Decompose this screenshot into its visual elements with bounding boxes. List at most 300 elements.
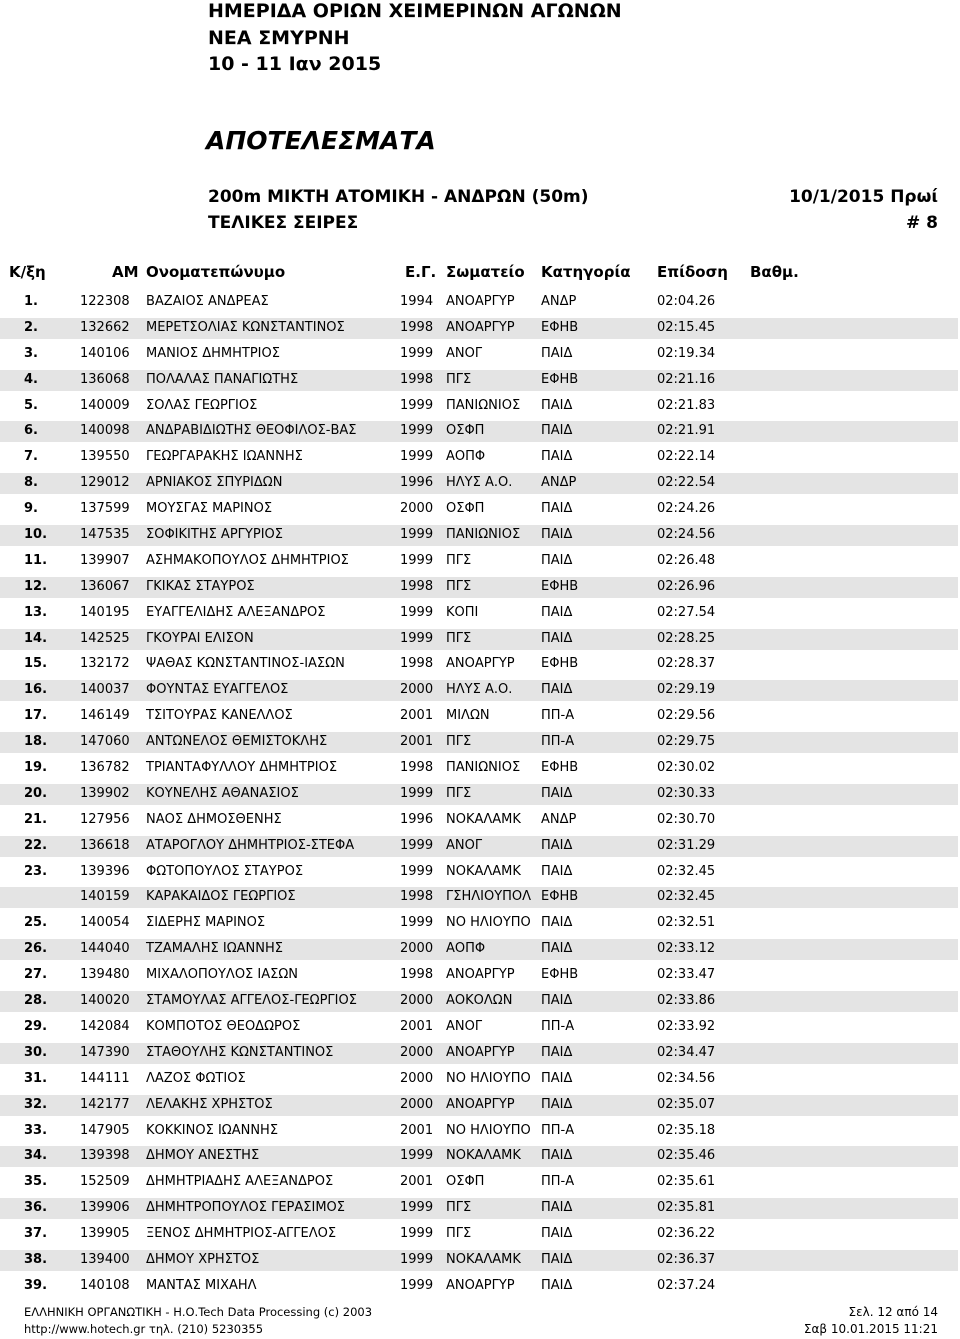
table-row xyxy=(0,1196,960,1222)
table-row xyxy=(0,1274,960,1300)
rank-cell: 37. xyxy=(24,1226,48,1242)
am-cell: 139550 xyxy=(80,449,130,465)
yob-cell: 1999 xyxy=(400,630,434,646)
name-cell: ΔΗΜΗΤΡΟΠΟΥΛΟΣ ΓΕΡΑΣΙΜΟΣ xyxy=(146,1200,345,1216)
name-cell: ΑΝΔΡΑΒΙΔΙΩΤΗΣ ΘΕΟΦΙΛΟΣ-ΒΑΣ xyxy=(146,423,357,439)
time-cell: 02:28.37 xyxy=(657,656,716,672)
time-cell: 02:30.02 xyxy=(657,760,716,776)
table-row xyxy=(0,1041,960,1067)
club-cell: ΠΑΝΙΩΝΙΟΣ xyxy=(446,527,521,543)
name-cell: ΛΑΖΟΣ ΦΩΤΙΟΣ xyxy=(146,1070,246,1086)
category-cell: ΕΦΗΒ xyxy=(541,578,579,594)
name-cell: ΦΟΥΝΤΑΣ ΕΥΑΓΓΕΛΟΣ xyxy=(146,682,289,698)
club-cell: ΑΟΚΟΛΩΝ xyxy=(446,993,513,1009)
name-cell: ΝΑΟΣ ΔΗΜΟΣΘΕΝΗΣ xyxy=(146,811,282,827)
yob-cell: 1994 xyxy=(400,294,434,309)
am-cell: 136068 xyxy=(80,371,130,387)
category-cell: ΠΑΙΔ xyxy=(541,345,573,361)
time-cell: 02:35.07 xyxy=(657,1096,716,1112)
table-row xyxy=(0,885,960,911)
club-cell: ΠΓΣ xyxy=(446,630,472,646)
club-cell: ΓΣΗΛΙΟΥΠΟΛ xyxy=(446,889,532,905)
time-cell: 02:31.29 xyxy=(657,837,716,853)
am-cell: 139400 xyxy=(80,1251,130,1267)
time-cell: 02:29.19 xyxy=(657,682,716,698)
club-cell: ΗΛΥΣ Α.Ο. xyxy=(446,475,513,491)
category-cell: ΕΦΗΒ xyxy=(541,967,579,983)
club-cell: ΑΝΟΑΡΓΥΡ xyxy=(446,1044,515,1060)
name-cell: ΓΚΟΥΡΑΙ ΕΛΙΣΟΝ xyxy=(146,630,254,646)
name-cell: ΚΟΜΠΟΤΟΣ ΘΕΟΔΩΡΟΣ xyxy=(146,1018,301,1034)
table-row xyxy=(0,1067,960,1093)
name-cell: ΣΤΑΜΟΥΛΑΣ ΑΓΓΕΛΟΣ-ΓΕΩΡΓΙΟΣ xyxy=(146,993,357,1009)
club-cell: ΗΛΥΣ Α.Ο. xyxy=(446,682,513,698)
category-cell: ΠΑΙΔ xyxy=(541,527,573,543)
rank-cell: 3. xyxy=(24,345,38,361)
am-cell: 147535 xyxy=(80,527,130,543)
time-cell: 02:37.24 xyxy=(657,1277,716,1293)
am-cell: 136782 xyxy=(80,760,130,776)
club-cell: ΝΟ ΗΛΙΟΥΠΟ xyxy=(446,1122,531,1138)
am-cell: 140054 xyxy=(80,915,130,931)
rank-cell: 35. xyxy=(24,1174,48,1190)
am-cell: 152509 xyxy=(80,1174,130,1190)
table-row xyxy=(0,911,960,937)
name-cell: ΣΟΛΑΣ ΓΕΩΡΓΙΟΣ xyxy=(146,397,258,413)
name-cell: ΑΝΤΩΝΕΛΟΣ ΘΕΜΙΣΤΟΚΛΗΣ xyxy=(146,734,328,750)
heat-number: # 8 xyxy=(906,213,938,233)
rank-cell: 1. xyxy=(24,294,38,309)
time-cell: 02:33.86 xyxy=(657,993,716,1009)
am-cell: 122308 xyxy=(80,294,130,309)
am-cell: 139906 xyxy=(80,1200,130,1216)
club-cell: ΑΟΠΦ xyxy=(446,941,486,957)
club-cell: ΑΟΠΦ xyxy=(446,449,486,465)
time-cell: 02:26.96 xyxy=(657,578,716,594)
name-cell: ΜΙΧΑΛΟΠΟΥΛΟΣ ΙΑΣΩΝ xyxy=(146,967,298,983)
col-header-yob: Ε.Γ. xyxy=(405,263,437,281)
name-cell: ΤΖΑΜΑΛΗΣ ΙΩΑΝΝΗΣ xyxy=(146,941,283,957)
category-cell: ΠΑΙΔ xyxy=(541,449,573,465)
am-cell: 140098 xyxy=(80,423,130,439)
name-cell: ΠΟΛΑΛΑΣ ΠΑΝΑΓΙΩΤΗΣ xyxy=(146,371,299,387)
club-cell: ΠΓΣ xyxy=(446,1226,472,1242)
am-cell: 139902 xyxy=(80,785,130,801)
rank-cell: 14. xyxy=(24,630,48,646)
yob-cell: 2000 xyxy=(400,1044,434,1060)
meet-location: ΝΕΑ ΣΜΥΡΝΗ xyxy=(208,27,350,49)
yob-cell: 1999 xyxy=(400,397,434,413)
table-row xyxy=(0,963,960,989)
time-cell: 02:34.47 xyxy=(657,1044,716,1060)
col-header-category: Κατηγορία xyxy=(541,263,631,281)
name-cell: ΕΥΑΓΓΕΛΙΔΗΣ ΑΛΕΞΑΝΔΡΟΣ xyxy=(146,604,326,620)
yob-cell: 1998 xyxy=(400,656,434,672)
am-cell: 129012 xyxy=(80,475,130,491)
rank-cell: 26. xyxy=(24,941,48,957)
table-row xyxy=(0,445,960,471)
yob-cell: 1999 xyxy=(400,1226,434,1242)
category-cell: ΠΑΙΔ xyxy=(541,1200,573,1216)
time-cell: 02:15.45 xyxy=(657,319,716,335)
category-cell: ΠΠ-Α xyxy=(541,1018,575,1034)
category-cell: ΠΑΙΔ xyxy=(541,1096,573,1112)
club-cell: ΑΝΟΑΡΓΥΡ xyxy=(446,656,515,672)
name-cell: ΦΩΤΟΠΟΥΛΟΣ ΣΤΑΥΡΟΣ xyxy=(146,863,304,879)
time-cell: 02:30.33 xyxy=(657,785,716,801)
am-cell: 144111 xyxy=(80,1070,130,1086)
yob-cell: 1999 xyxy=(400,1200,434,1216)
am-cell: 140108 xyxy=(80,1277,130,1293)
name-cell: ΜΑΝΙΟΣ ΔΗΜΗΤΡΙΟΣ xyxy=(146,345,280,361)
club-cell: ΑΝΟΑΡΓΥΡ xyxy=(446,1277,515,1293)
table-row xyxy=(0,1248,960,1274)
category-cell: ΕΦΗΒ xyxy=(541,760,579,776)
col-header-am: ΑΜ xyxy=(112,263,139,281)
table-row xyxy=(0,782,960,808)
table-row xyxy=(0,1015,960,1041)
category-cell: ΠΑΙΔ xyxy=(541,397,573,413)
category-cell: ΕΦΗΒ xyxy=(541,656,579,672)
yob-cell: 1999 xyxy=(400,345,434,361)
club-cell: ΠΓΣ xyxy=(446,552,472,568)
table-row xyxy=(0,1170,960,1196)
am-cell: 127956 xyxy=(80,811,130,827)
time-cell: 02:28.25 xyxy=(657,630,716,646)
rank-cell: 22. xyxy=(24,837,48,853)
yob-cell: 1998 xyxy=(400,578,434,594)
rank-cell: 27. xyxy=(24,967,48,983)
yob-cell: 1999 xyxy=(400,604,434,620)
category-cell: ΠΑΙΔ xyxy=(541,682,573,698)
category-cell: ΑΝΔΡ xyxy=(541,811,577,827)
footer-print-date: Σαβ 10.01.2015 11:21 xyxy=(803,1322,938,1336)
rank-cell: 21. xyxy=(24,811,48,827)
club-cell: ΠΓΣ xyxy=(446,785,472,801)
time-cell: 02:32.45 xyxy=(657,863,716,879)
time-cell: 02:33.92 xyxy=(657,1018,716,1034)
am-cell: 147060 xyxy=(80,734,130,750)
time-cell: 02:34.56 xyxy=(657,1070,716,1086)
table-row xyxy=(0,1119,960,1145)
am-cell: 140020 xyxy=(80,993,130,1009)
yob-cell: 1999 xyxy=(400,863,434,879)
rank-cell: 7. xyxy=(24,449,38,465)
club-cell: ΠΓΣ xyxy=(446,371,472,387)
name-cell: ΚΟΚΚΙΝΟΣ ΙΩΑΝΝΗΣ xyxy=(146,1122,279,1138)
club-cell: ΠΑΝΙΩΝΙΟΣ xyxy=(446,397,521,413)
rank-cell: 10. xyxy=(24,527,48,543)
am-cell: 144040 xyxy=(80,941,130,957)
table-row xyxy=(0,523,960,549)
row-shade xyxy=(0,784,958,805)
category-cell: ΠΠ-Α xyxy=(541,1174,575,1190)
name-cell: ΚΑΡΑΚΑΙΔΟΣ ΓΕΩΡΓΙΟΣ xyxy=(146,889,296,905)
rank-cell: 23. xyxy=(24,863,48,879)
yob-cell: 1999 xyxy=(400,527,434,543)
am-cell: 132172 xyxy=(80,656,130,672)
name-cell: ΣΙΔΕΡΗΣ ΜΑΡΙΝΟΣ xyxy=(146,915,266,931)
yob-cell: 2000 xyxy=(400,501,434,517)
name-cell: ΣΟΦΙΚΙΤΗΣ ΑΡΓΥΡΙΟΣ xyxy=(146,527,283,543)
category-cell: ΠΑΙΔ xyxy=(541,501,573,517)
category-cell: ΠΑΙΔ xyxy=(541,1251,573,1267)
category-cell: ΠΠ-Α xyxy=(541,1122,575,1138)
table-row xyxy=(0,316,960,342)
time-cell: 02:35.81 xyxy=(657,1200,716,1216)
rank-cell: 4. xyxy=(24,371,38,387)
time-cell: 02:32.45 xyxy=(657,889,716,905)
name-cell: ΔΗΜΟΥ ΧΡΗΣΤΟΣ xyxy=(146,1251,260,1267)
club-cell: ΑΝΟΑΡΓΥΡ xyxy=(446,319,515,335)
yob-cell: 1999 xyxy=(400,915,434,931)
col-header-name: Ονοματεπώνυμο xyxy=(146,263,286,281)
rank-cell: 6. xyxy=(24,423,38,439)
club-cell: ΑΝΟΑΡΓΥΡ xyxy=(446,967,515,983)
rank-cell: 34. xyxy=(24,1148,48,1164)
event-date: 10/1/2015 Πρωί xyxy=(789,187,938,207)
yob-cell: 1996 xyxy=(400,475,434,491)
table-row xyxy=(0,394,960,420)
club-cell: ΑΝΟΓ xyxy=(446,1018,483,1034)
time-cell: 02:24.26 xyxy=(657,501,716,517)
rank-cell: 5. xyxy=(24,397,38,413)
category-cell: ΠΑΙΔ xyxy=(541,604,573,620)
yob-cell: 1999 xyxy=(400,1251,434,1267)
am-cell: 142525 xyxy=(80,630,130,646)
am-cell: 147390 xyxy=(80,1044,130,1060)
am-cell: 140037 xyxy=(80,682,130,698)
rank-cell: 15. xyxy=(24,656,48,672)
time-cell: 02:36.37 xyxy=(657,1251,716,1267)
rank-cell: 32. xyxy=(24,1096,48,1112)
am-cell: 140159 xyxy=(80,889,130,905)
category-cell: ΕΦΗΒ xyxy=(541,371,579,387)
footer-organization: ΕΛΛΗΝΙΚΗ ΟΡΓΑΝΩΤΙΚΗ - Η.Ο.Tech Data Processing (c) 2003 xyxy=(24,1305,373,1319)
rank-cell: 38. xyxy=(24,1251,48,1267)
club-cell: ΟΣΦΠ xyxy=(446,1174,485,1190)
category-cell: ΠΑΙΔ xyxy=(541,993,573,1009)
name-cell: ΛΕΛΑΚΗΣ ΧΡΗΣΤΟΣ xyxy=(146,1096,273,1112)
am-cell: 139398 xyxy=(80,1148,130,1164)
yob-cell: 1999 xyxy=(400,1148,434,1164)
am-cell: 136618 xyxy=(80,837,130,853)
category-cell: ΠΑΙΔ xyxy=(541,863,573,879)
event-name: 200m ΜΙΚΤΗ ΑΤΟΜΙΚΗ - ΑΝΔΡΩΝ (50m) xyxy=(208,187,589,207)
yob-cell: 2000 xyxy=(400,682,434,698)
time-cell: 02:33.47 xyxy=(657,967,716,983)
category-cell: ΠΑΙΔ xyxy=(541,1277,573,1293)
table-row xyxy=(0,989,960,1015)
name-cell: ΓΚΙΚΑΣ ΣΤΑΥΡΟΣ xyxy=(146,578,255,594)
table-row xyxy=(0,834,960,860)
name-cell: ΔΗΜΟΥ ΑΝΕΣΤΗΣ xyxy=(146,1148,260,1164)
am-cell: 140195 xyxy=(80,604,130,620)
name-cell: ΒΑΖΑΙΟΣ ΑΝΔΡΕΑΣ xyxy=(146,294,269,309)
yob-cell: 1999 xyxy=(400,1277,434,1293)
time-cell: 02:30.70 xyxy=(657,811,716,827)
time-cell: 02:32.51 xyxy=(657,915,716,931)
club-cell: ΑΝΟΑΡΓΥΡ xyxy=(446,1096,515,1112)
table-row xyxy=(0,497,960,523)
yob-cell: 1999 xyxy=(400,552,434,568)
yob-cell: 1998 xyxy=(400,760,434,776)
time-cell: 02:36.22 xyxy=(657,1226,716,1242)
rank-cell: 8. xyxy=(24,475,38,491)
category-cell: ΠΑΙΔ xyxy=(541,423,573,439)
name-cell: ΣΤΑΘΟΥΛΗΣ ΚΩΝΣΤΑΝΤΙΝΟΣ xyxy=(146,1044,334,1060)
table-row xyxy=(0,342,960,368)
time-cell: 02:21.91 xyxy=(657,423,716,439)
rank-cell: 19. xyxy=(24,760,48,776)
club-cell: ΚΟΠΙ xyxy=(446,604,479,620)
rank-cell: 20. xyxy=(24,785,48,801)
category-cell: ΠΑΙΔ xyxy=(541,1148,573,1164)
am-cell: 140009 xyxy=(80,397,130,413)
category-cell: ΠΑΙΔ xyxy=(541,552,573,568)
yob-cell: 2000 xyxy=(400,1070,434,1086)
table-row xyxy=(0,290,960,316)
category-cell: ΑΝΔΡ xyxy=(541,294,577,309)
table-row xyxy=(0,808,960,834)
category-cell: ΠΠ-Α xyxy=(541,734,575,750)
col-header-points: Βαθμ. xyxy=(750,263,799,281)
time-cell: 02:21.83 xyxy=(657,397,716,413)
rank-cell: 36. xyxy=(24,1200,48,1216)
name-cell: ΜΟΥΣΓΑΣ ΜΑΡΙΝΟΣ xyxy=(146,501,273,517)
table-row xyxy=(0,704,960,730)
am-cell: 142177 xyxy=(80,1096,130,1112)
club-cell: ΑΝΟΑΡΓΥΡ xyxy=(446,294,515,309)
table-row xyxy=(0,471,960,497)
time-cell: 02:22.14 xyxy=(657,449,716,465)
rank-cell: 25. xyxy=(24,915,48,931)
category-cell: ΠΑΙΔ xyxy=(541,1070,573,1086)
club-cell: ΝΟΚΑΛΑΜΚ xyxy=(446,1251,521,1267)
name-cell: ΑΡΝΙΑΚΟΣ ΣΠΥΡΙΔΩΝ xyxy=(146,475,283,491)
category-cell: ΠΑΙΔ xyxy=(541,1044,573,1060)
rank-cell: 31. xyxy=(24,1070,48,1086)
time-cell: 02:35.61 xyxy=(657,1174,716,1190)
table-row xyxy=(0,860,960,886)
yob-cell: 2000 xyxy=(400,1096,434,1112)
table-row xyxy=(0,1144,960,1170)
yob-cell: 2001 xyxy=(400,1018,434,1034)
category-cell: ΕΦΗΒ xyxy=(541,319,579,335)
time-cell: 02:29.75 xyxy=(657,734,716,750)
club-cell: ΠΓΣ xyxy=(446,1200,472,1216)
name-cell: ΑΤΑΡΟΓΛΟΥ ΔΗΜΗΤΡΙΟΣ-ΣΤΕΦΑ xyxy=(146,837,355,853)
category-cell: ΠΠ-Α xyxy=(541,708,575,724)
yob-cell: 2001 xyxy=(400,734,434,750)
yob-cell: 1999 xyxy=(400,785,434,801)
name-cell: ΔΗΜΗΤΡΙΑΔΗΣ ΑΛΕΞΑΝΔΡΟΣ xyxy=(146,1174,334,1190)
name-cell: ΞΕΝΟΣ ΔΗΜΗΤΡΙΟΣ-ΑΓΓΕΛΟΣ xyxy=(146,1226,337,1242)
club-cell: ΝΟΚΑΛΑΜΚ xyxy=(446,863,521,879)
footer-website: http://www.hotech.gr τηλ. (210) 5230355 xyxy=(24,1322,264,1336)
am-cell: 142084 xyxy=(80,1018,130,1034)
time-cell: 02:26.48 xyxy=(657,552,716,568)
category-cell: ΑΝΔΡ xyxy=(541,475,577,491)
name-cell: ΑΣΗΜΑΚΟΠΟΥΛΟΣ ΔΗΜΗΤΡΙΟΣ xyxy=(146,552,349,568)
name-cell: ΤΡΙΑΝΤΑΦΥΛΛΟΥ ΔΗΜΗΤΡΙΟΣ xyxy=(146,760,338,776)
table-row xyxy=(0,627,960,653)
time-cell: 02:27.54 xyxy=(657,604,716,620)
rank-cell: 9. xyxy=(24,501,38,517)
table-row xyxy=(0,419,960,445)
am-cell: 140106 xyxy=(80,345,130,361)
footer-page-number: Σελ. 12 από 14 xyxy=(848,1305,938,1319)
club-cell: ΠΓΣ xyxy=(446,578,472,594)
rank-cell: 30. xyxy=(24,1044,48,1060)
name-cell: ΜΑΝΤΑΣ ΜΙΧΑΗΛ xyxy=(146,1277,257,1293)
category-cell: ΠΑΙΔ xyxy=(541,785,573,801)
am-cell: 147905 xyxy=(80,1122,130,1138)
rank-cell: 29. xyxy=(24,1018,48,1034)
yob-cell: 1999 xyxy=(400,423,434,439)
time-cell: 02:24.56 xyxy=(657,527,716,543)
meet-title: ΗΜΕΡΙΔΑ ΟΡΙΩΝ ΧΕΙΜΕΡΙΝΩΝ ΑΓΩΝΩΝ xyxy=(208,0,622,22)
results-title: ΑΠΟΤΕΛΕΣΜΑΤΑ xyxy=(206,126,436,155)
table-row xyxy=(0,1222,960,1248)
club-cell: ΑΝΟΓ xyxy=(446,837,483,853)
results-table xyxy=(0,290,960,1300)
category-cell: ΠΑΙΔ xyxy=(541,915,573,931)
col-header-club: Σωματείο xyxy=(446,263,525,281)
club-cell: ΝΟ ΗΛΙΟΥΠΟ xyxy=(446,915,531,931)
name-cell: ΨΑΘΑΣ ΚΩΝΣΤΑΝΤΙΝΟΣ-ΙΑΣΩΝ xyxy=(146,656,345,672)
category-cell: ΠΑΙΔ xyxy=(541,630,573,646)
rank-cell: 39. xyxy=(24,1277,48,1293)
club-cell: ΜΙΛΩΝ xyxy=(446,708,490,724)
yob-cell: 2000 xyxy=(400,993,434,1009)
table-row xyxy=(0,549,960,575)
name-cell: ΓΕΩΡΓΑΡΑΚΗΣ ΙΩΑΝΝΗΣ xyxy=(146,449,303,465)
row-shade xyxy=(0,577,958,598)
name-cell: ΚΟΥΝΕΛΗΣ ΑΘΑΝΑΣΙΟΣ xyxy=(146,785,299,801)
category-cell: ΠΑΙΔ xyxy=(541,1226,573,1242)
club-cell: ΑΝΟΓ xyxy=(446,345,483,361)
event-round: ΤΕΛΙΚΕΣ ΣΕΙΡΕΣ xyxy=(208,213,359,233)
yob-cell: 2000 xyxy=(400,941,434,957)
am-cell: 136067 xyxy=(80,578,130,594)
club-cell: ΟΣΦΠ xyxy=(446,423,485,439)
time-cell: 02:33.12 xyxy=(657,941,716,957)
table-row xyxy=(0,756,960,782)
category-cell: ΕΦΗΒ xyxy=(541,889,579,905)
row-shade xyxy=(0,1198,958,1219)
time-cell: 02:29.56 xyxy=(657,708,716,724)
am-cell: 139396 xyxy=(80,863,130,879)
table-row xyxy=(0,652,960,678)
time-cell: 02:35.46 xyxy=(657,1148,716,1164)
table-row xyxy=(0,1093,960,1119)
club-cell: ΠΑΝΙΩΝΙΟΣ xyxy=(446,760,521,776)
club-cell: ΝΟΚΑΛΑΜΚ xyxy=(446,811,521,827)
club-cell: ΝΟΚΑΛΑΜΚ xyxy=(446,1148,521,1164)
rank-cell: 16. xyxy=(24,682,48,698)
row-shade xyxy=(0,629,958,650)
time-cell: 02:22.54 xyxy=(657,475,716,491)
row-shade xyxy=(0,370,958,391)
am-cell: 139907 xyxy=(80,552,130,568)
table-row xyxy=(0,937,960,963)
rank-cell: 13. xyxy=(24,604,48,620)
rank-cell: 11. xyxy=(24,552,48,568)
time-cell: 02:19.34 xyxy=(657,345,716,361)
rank-cell: 33. xyxy=(24,1122,48,1138)
yob-cell: 1998 xyxy=(400,371,434,387)
